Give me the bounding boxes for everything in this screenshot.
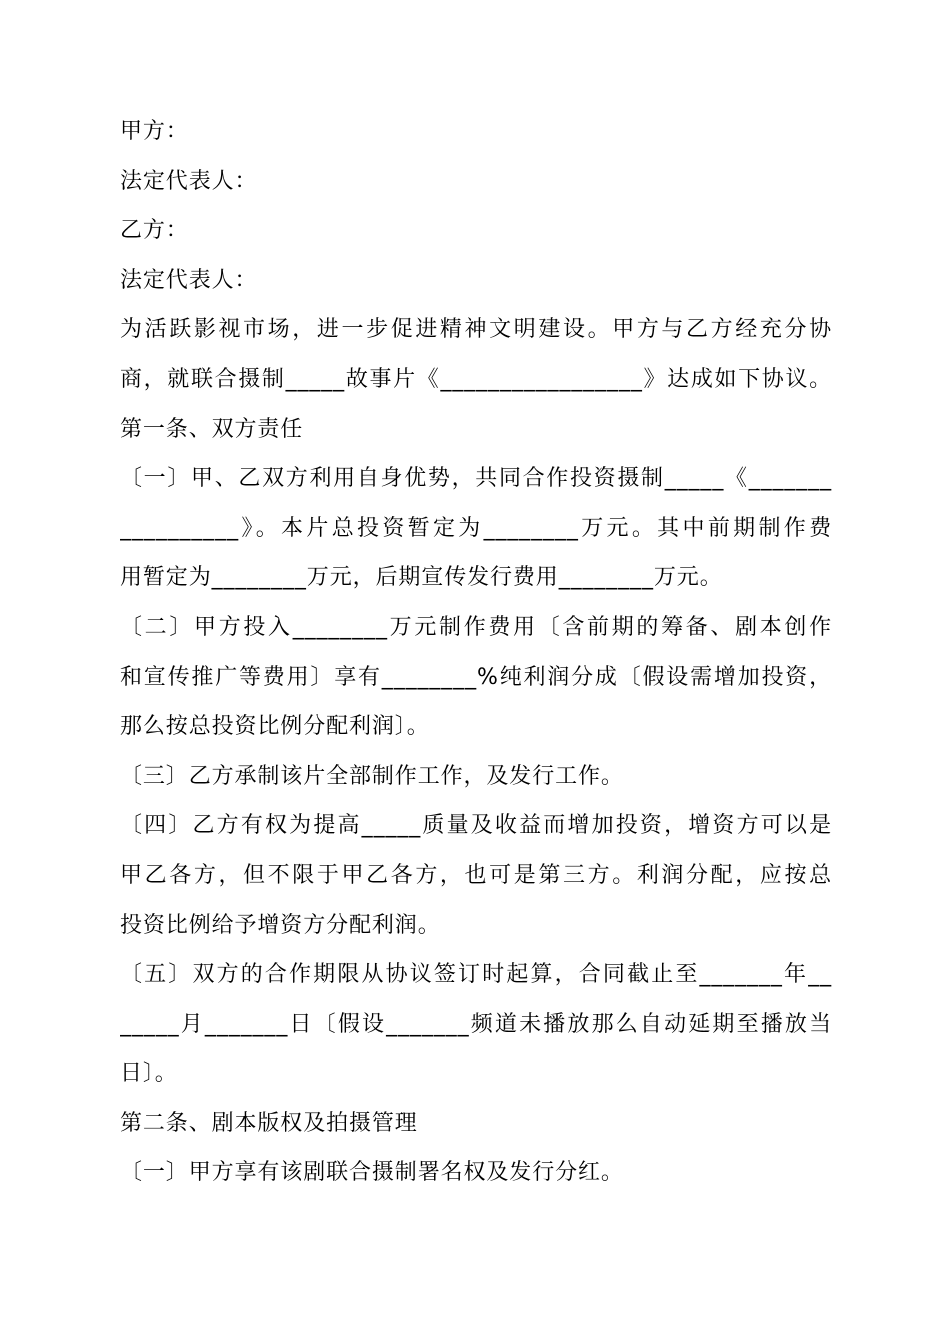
preamble-line-2: 商，就联合摄制_____故事片《_________________》达成如下协议。 [120, 366, 832, 392]
party-b-representative-line: 法定代表人： [120, 267, 258, 293]
clause-1-1-line-1: 〔一〕甲、乙双方利用自身优势，共同合作投资摄制_____《_______ [120, 466, 832, 492]
party-a-representative-line: 法定代表人： [120, 168, 258, 194]
party-b-line: 乙方： [120, 218, 189, 244]
clause-1-2-line-3: 那么按总投资比例分配利润〕。 [120, 714, 430, 740]
article-2-heading: 第二条、剧本版权及拍摄管理 [120, 1110, 418, 1136]
clause-1-2-line-2: 和宣传推广等费用〕享有________%纯利润分成〔假设需增加投资， [120, 664, 832, 690]
clause-1-1-line-3: 用暂定为________万元，后期宣传发行费用________万元。 [120, 565, 723, 591]
preamble-line-1: 为活跃影视市场，进一步促进精神文明建设。甲方与乙方经充分协 [120, 317, 832, 343]
clause-1-5-line-3: 日〕。 [120, 1061, 178, 1087]
clause-1-5-line-2: _____月_______日〔假设_______频道未播放那么自动延期至播放当 [120, 1011, 832, 1037]
clause-1-4-line-3: 投资比例给予增资方分配利润。 [120, 912, 441, 938]
clause-1-5-line-1: 〔五〕双方的合作期限从协议签订时起算，合同截止至_______年__ [120, 962, 832, 988]
party-a-line: 甲方： [120, 119, 189, 144]
document-body [120, 107, 832, 1198]
clause-1-4-line-1: 〔四〕乙方有权为提高_____质量及收益而增加投资，增资方可以是 [120, 813, 832, 839]
clause-1-1-line-2: __________》。本片总投资暂定为________万元。其中前期制作费 [120, 515, 832, 541]
clause-1-4-line-2: 甲乙各方，但不限于甲乙各方，也可是第三方。利润分配，应按总 [120, 862, 832, 888]
clause-2-1-line-1: 〔一〕甲方享有该剧联合摄制署名权及发行分红。 [120, 1160, 624, 1186]
clause-1-2-line-1: 〔二〕甲方投入________万元制作费用〔含前期的筹备、剧本创作 [120, 614, 832, 640]
clause-1-3-line-1: 〔三〕乙方承制该片全部制作工作，及发行工作。 [120, 763, 624, 789]
article-1-heading: 第一条、双方责任 [120, 416, 304, 442]
